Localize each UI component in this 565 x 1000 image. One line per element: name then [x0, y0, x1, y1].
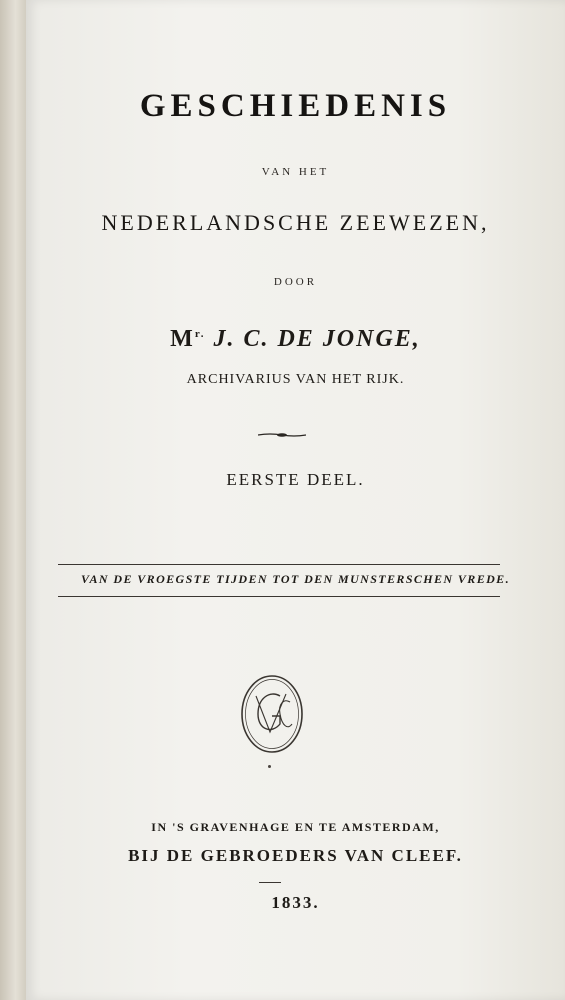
imprint-publisher: BIJ DE GEBROEDERS VAN CLEEF.: [128, 846, 463, 865]
title-connector: VAN HET: [261, 166, 330, 178]
by-line: DOOR: [273, 276, 318, 288]
author-line: [26, 326, 565, 353]
year-rule: [259, 882, 281, 883]
ornament-dot: [268, 765, 271, 768]
author-role: ARCHIVARIUS VAN HET RIJK.: [186, 372, 405, 387]
period-description: VAN DE VROEGSTE TIJDEN TOT DEN MUNSTERSCHEN VREDE.: [81, 572, 510, 586]
publisher-monogram-seal: [240, 674, 304, 754]
volume-label: EERSTE DEEL.: [226, 470, 365, 489]
author-prefix: $M^{r.}$: [170, 326, 206, 352]
imprint-year: 1833.: [271, 893, 320, 912]
book-gutter-edge: [0, 0, 26, 1000]
ornament-dash: [258, 432, 306, 438]
author-name: J. C. DE JONGE,: [213, 326, 421, 352]
book-subtitle: NEDERLANDSCHE ZEEWEZEN,: [101, 210, 490, 235]
period-rule-top: [58, 564, 500, 565]
imprint-place: IN 'S GRAVENHAGE EN TE AMSTERDAM,: [151, 820, 440, 834]
book-title: GESCHIEDENIS: [139, 88, 452, 124]
period-rule-bottom: [58, 596, 500, 597]
